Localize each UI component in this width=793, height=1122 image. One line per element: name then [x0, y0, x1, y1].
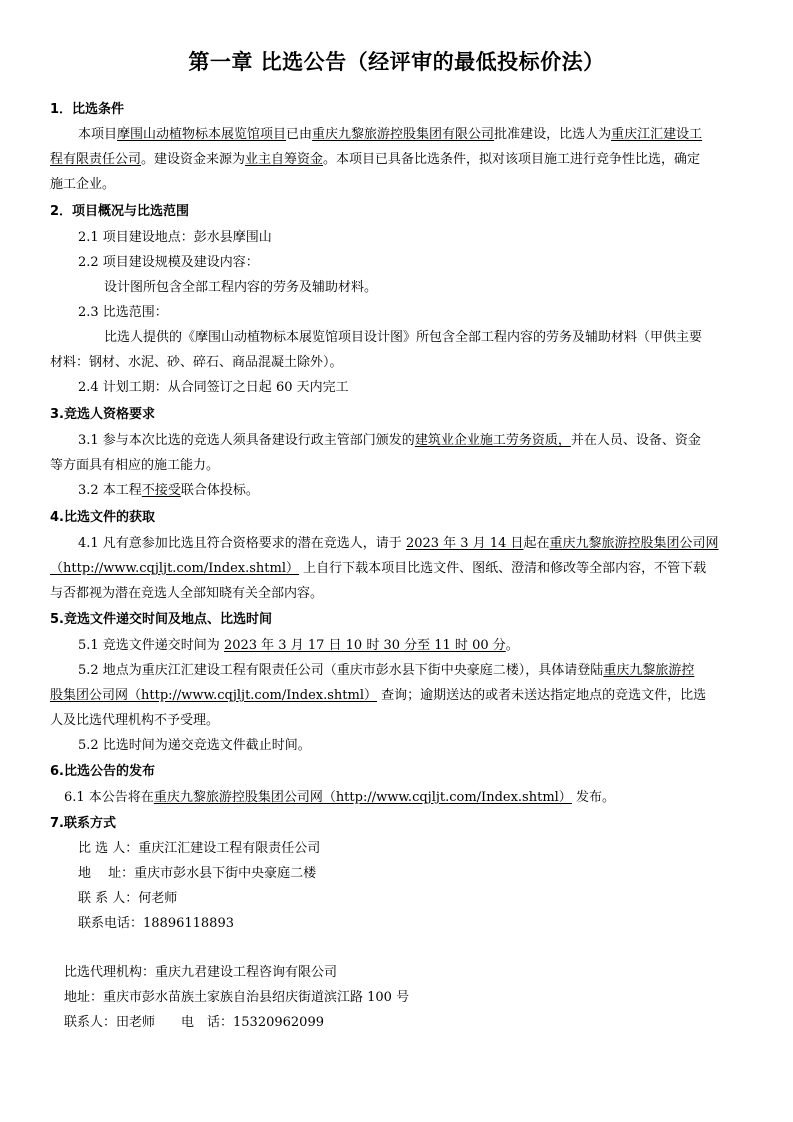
text: 发布。 [571, 790, 615, 805]
section-6-item-1 [64, 788, 615, 808]
section-7-heading: 7.联系方式 [50, 816, 116, 831]
section-2-item-2: 2.2 项目建设规模及建设内容： [78, 255, 259, 270]
section-2-heading: 2．项目概况与比选范围 [50, 204, 190, 219]
section-5-heading: 5.竞选文件递交时间及地点、比选时间 [50, 612, 272, 627]
section-5-item-2-cont-2: 人及比选代理机构不予受理。 [50, 713, 220, 728]
not-accepted: 不接受 [141, 483, 181, 498]
agent-contact: 联系人：田老师 电 话：15320962099 [64, 1015, 324, 1030]
section-2-item-2-detail: 设计图所包含全部工程内容的劳务及辅助材料。 [104, 280, 378, 295]
bidder-name-part-2: 程有限责任公司 [50, 152, 142, 167]
text: 已由 [286, 127, 313, 142]
text: 5.1 竞选文件递交时间为 [78, 638, 224, 653]
text: 。建设资金来源为 [141, 152, 246, 167]
text: 3.1 参与本次比选的竞选人须具备建设行政主管部门颁发的 [78, 433, 415, 448]
project-name: 摩围山动植物标本展览馆项目 [117, 127, 287, 142]
website-link[interactable]: 重庆九黎旅游控股集团公司网（http://www.cqjljt.com/Index.shtml） [153, 790, 572, 805]
text: 并在人员、设备、资金 [570, 433, 701, 448]
section-2-item-3-detail-2: 材料：钢材、水泥、砂、碎石、商品混凝土除外）。 [50, 355, 343, 370]
contact-address: 地 址：重庆市彭水县下街中央豪庭二楼 [78, 866, 317, 881]
text: 6.1 本公告将在 [64, 790, 154, 805]
owner-name: 重庆九黎旅游控股集团有限公司 [312, 127, 495, 142]
text: 查询；逾期送达的或者未送达指定地点的竞选文件，比选 [377, 688, 707, 703]
agent-name: 比选代理机构：重庆九君建设工程咨询有限公司 [64, 965, 338, 980]
section-5-item-2 [78, 661, 694, 681]
text: 上自行下载本项目比选文件、图纸、澄清和修改等全部内容，不管下载 [299, 561, 707, 576]
download-date: 2023 年 3 月 14 日 [405, 536, 524, 551]
section-4-item-1-cont [50, 559, 706, 579]
qualification: 建筑业企业施工劳务资质， [414, 433, 571, 448]
website-name-link[interactable]: 重庆九黎旅游控 [603, 663, 695, 678]
section-1-line-3: 施工企业。 [50, 177, 116, 192]
submission-time: 2023 年 3 月 17 日 10 时 30 分至 11 时 00 分 [223, 638, 506, 653]
text: 4.1 凡有意参加比选且符合资格要求的潜在竞选人，请于 [78, 536, 406, 551]
contact-bidder: 比 选 人：重庆江汇建设工程有限责任公司 [78, 841, 321, 856]
section-1-heading: 1．比选条件 [50, 102, 125, 117]
website-name-link[interactable]: 重庆九黎旅游控股集团公司网 [549, 536, 719, 551]
section-2-item-4: 2.4 计划工期：从合同签订之日起 60 天内完工 [78, 380, 349, 395]
section-6-heading: 6.比选公告的发布 [50, 764, 155, 779]
section-1-line-1 [78, 125, 702, 145]
section-5-item-3: 5.2 比选时间为递交竞选文件截止时间。 [78, 738, 311, 753]
section-5-item-2-cont [50, 686, 706, 706]
section-2-item-1: 2.1 项目建设地点：彭水县摩围山 [78, 230, 272, 245]
bidder-name-part-1: 重庆江汇建设工 [611, 127, 703, 142]
section-3-item-2 [78, 481, 259, 501]
section-2-item-3-detail-1: 比选人提供的《摩围山动植物标本展览馆项目设计图》所包含全部工程内容的劳务及辅助材料（甲供主要 [104, 330, 703, 345]
text: 本项目 [78, 127, 118, 142]
section-3-item-1 [78, 431, 701, 451]
section-3-item-1-cont: 等方面具有相应的施工能力。 [50, 458, 220, 473]
text: 3.2 本工程 [78, 483, 142, 498]
section-5-item-1 [78, 636, 519, 656]
section-4-item-1 [78, 534, 719, 554]
page-title: 第一章 比选公告（经评审的最低投标价法） [188, 50, 605, 74]
text: 起在 [523, 536, 550, 551]
website-url-link[interactable]: 股集团公司网（http://www.cqjljt.com/Index.shtml） [50, 688, 377, 703]
text: 。本项目已具备比选条件，拟对该项目施工进行竞争性比选，确定 [323, 152, 701, 167]
section-4-heading: 4.比选文件的获取 [50, 510, 155, 525]
section-1-line-2 [50, 150, 700, 170]
agent-address: 地址：重庆市彭水苗族土家族自治县绍庆街道滨江路 100 号 [64, 990, 410, 1005]
contact-person: 联 系 人：何老师 [78, 891, 178, 906]
text: 批准建设，比选人为 [494, 127, 612, 142]
section-4-item-1-cont-2: 与否都视为潜在竞选人全部知晓有关全部内容。 [50, 586, 324, 601]
text: 联合体投标。 [180, 483, 259, 498]
website-url-link[interactable]: （http://www.cqjljt.com/Index.shtml） [50, 561, 299, 576]
fund-source: 业主自筹资金 [245, 152, 324, 167]
text: 5.2 地点为重庆江汇建设工程有限责任公司（重庆市彭水县下街中央豪庭二楼），具体请登陆 [78, 663, 604, 678]
contact-phone: 联系电话：18896118893 [78, 916, 234, 931]
text: 。 [505, 638, 519, 653]
section-3-heading: 3.竞选人资格要求 [50, 407, 155, 422]
section-2-item-3: 2.3 比选范围： [78, 305, 168, 320]
